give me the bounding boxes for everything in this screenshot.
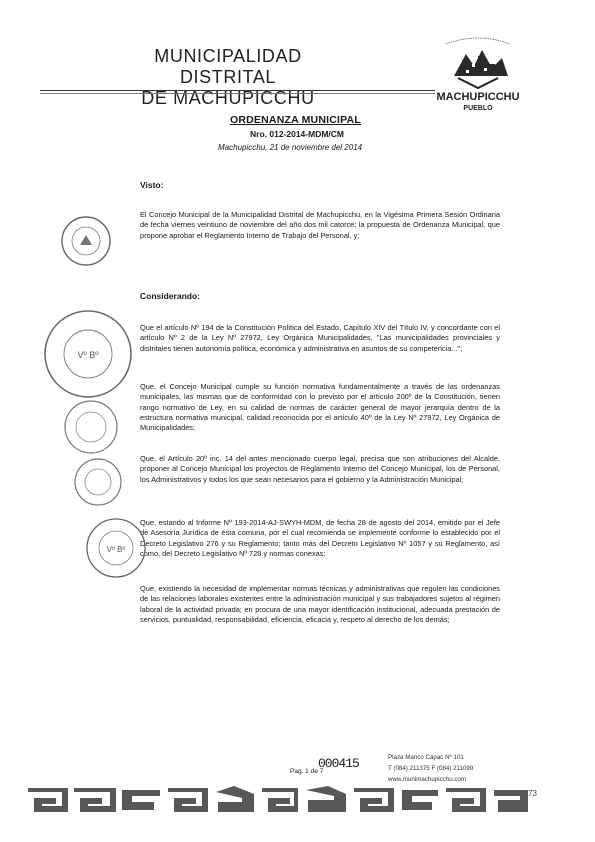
footer-address-line3: www.munimachupicchu.com	[388, 776, 467, 783]
considerando-paragraph-4: Que, estando al Informe Nº 193-2014-AJ-SWYH-MDM, de fecha 28 de agosto del 2014, emitido por el Jefe de Asesoría Jurídica de ésta comuna, por el cual recomienda se implemente conforme lo establecido por el Decreto Legislativo 276 y su Reglamento; tanto más del Decreto Legislativo Nº 1057 y su Reglamento, así como, del Decreto Legislativo Nº 728 y normas conexas;	[140, 518, 500, 558]
municipality-title-line2: DE MACHUPICCHU	[141, 88, 315, 108]
stamp-small-1	[62, 398, 120, 456]
municipality-title-line1: MUNICIPALIDAD DISTRITAL	[154, 46, 302, 87]
logo-name: MACHUPICCHU	[436, 91, 520, 103]
ordinance-title: ORDENANZA MUNICIPAL	[230, 114, 361, 126]
vb-stamp-2-text: Vº Bº	[106, 545, 126, 554]
secretaria-general-stamp	[60, 215, 112, 267]
page-label: Pag. 1 de 7	[290, 768, 324, 775]
corner-number: 73	[528, 789, 537, 798]
considerando-heading: Considerando:	[140, 291, 200, 301]
folio-number: 000415	[318, 756, 359, 771]
footer-address-line2: T (084) 211375 F (084) 211099	[388, 765, 474, 772]
header-divider	[40, 90, 435, 91]
considerando-paragraph-5: Que, existiendo la necesidad de implementar normas técnicas y administrativas que regulen las condiciones de las relaciones laborales existentes entre la administración municipal y sus trabajadores sujetos al régimen laboral de la actividad privada; en procura de una mayor identificación institucional, adecuada prestación de servicios, puntualidad, responsabilidad, eficiencia, eficacia y, respeto al derecho de los demás;	[140, 584, 500, 624]
logo-sub: PUEBLO	[463, 105, 493, 112]
ordinance-number: Nro. 012-2014-MDM/CM	[250, 129, 344, 139]
considerando-paragraph-2: Que, el Concejo Municipal cumple su función normativa fundamentalmente a través de las ordenanzas municipales, las mismas que de conformidad con lo previsto por el artículo 200º de la Constitución, tienen rango normativo de Ley, en su calidad de normas de carácter general de mayor jerarquía dentro de la estructura normativa municipal, calidad reconocida por el artículo 40º de la Ley Nº 27972, Ley Orgánica de Municipalidades;	[140, 382, 500, 433]
municipality-title	[118, 46, 338, 109]
vb-stamp-2	[84, 516, 148, 580]
considerando-paragraph-1: Que el artículo Nº 194 de la Constitución Política del Estado, Capítulo XIV del Título IV, y concordante con el artículo Nº 2 de la Ley Nº 27972, Ley Orgánica Municipalidades, "Las municipalidades provinciales y distritales tienen autonomía política, económica y administrativa en asuntos de su competencia...";	[140, 323, 500, 353]
stamp-small-2	[72, 456, 124, 508]
footer-address-line1: Plaza Manco Cápac Nº 101	[388, 754, 464, 761]
considerando-paragraph-3: Que, el Artículo 20º inc. 14 del antes mencionado cuerpo legal, precisa que son atribuciones del Alcalde, proponer al Concejo Municipal los proyectos de Reglamento Interno del Concejo Municipal, los de Personal, los Administrativos y todos los que sean necesarios para el gobierno y la Administración Municipal;	[140, 454, 500, 484]
ordinance-date: Machupicchu, 21 de noviembre del 2014	[218, 143, 363, 152]
vb-stamp-1-text: Vº Bº	[77, 350, 99, 360]
visto-heading: Visto:	[140, 180, 164, 190]
visto-paragraph: El Concejo Municipal de la Municipalidad Distrital de Machupicchu, en la Vigésima Primera Sesión Ordinaria de fecha viernes veintiuno de noviembre del año dos mil catorce; la propuesta de Ordenanza Municipal, que propone aprobar el Reglamento Interno de Trabajo del Personal, y;	[140, 210, 500, 240]
header-divider-thin	[40, 93, 435, 94]
vb-stamp-1	[42, 308, 134, 400]
decorative-pattern-band	[28, 780, 550, 820]
machupicchu-logo	[428, 34, 528, 114]
